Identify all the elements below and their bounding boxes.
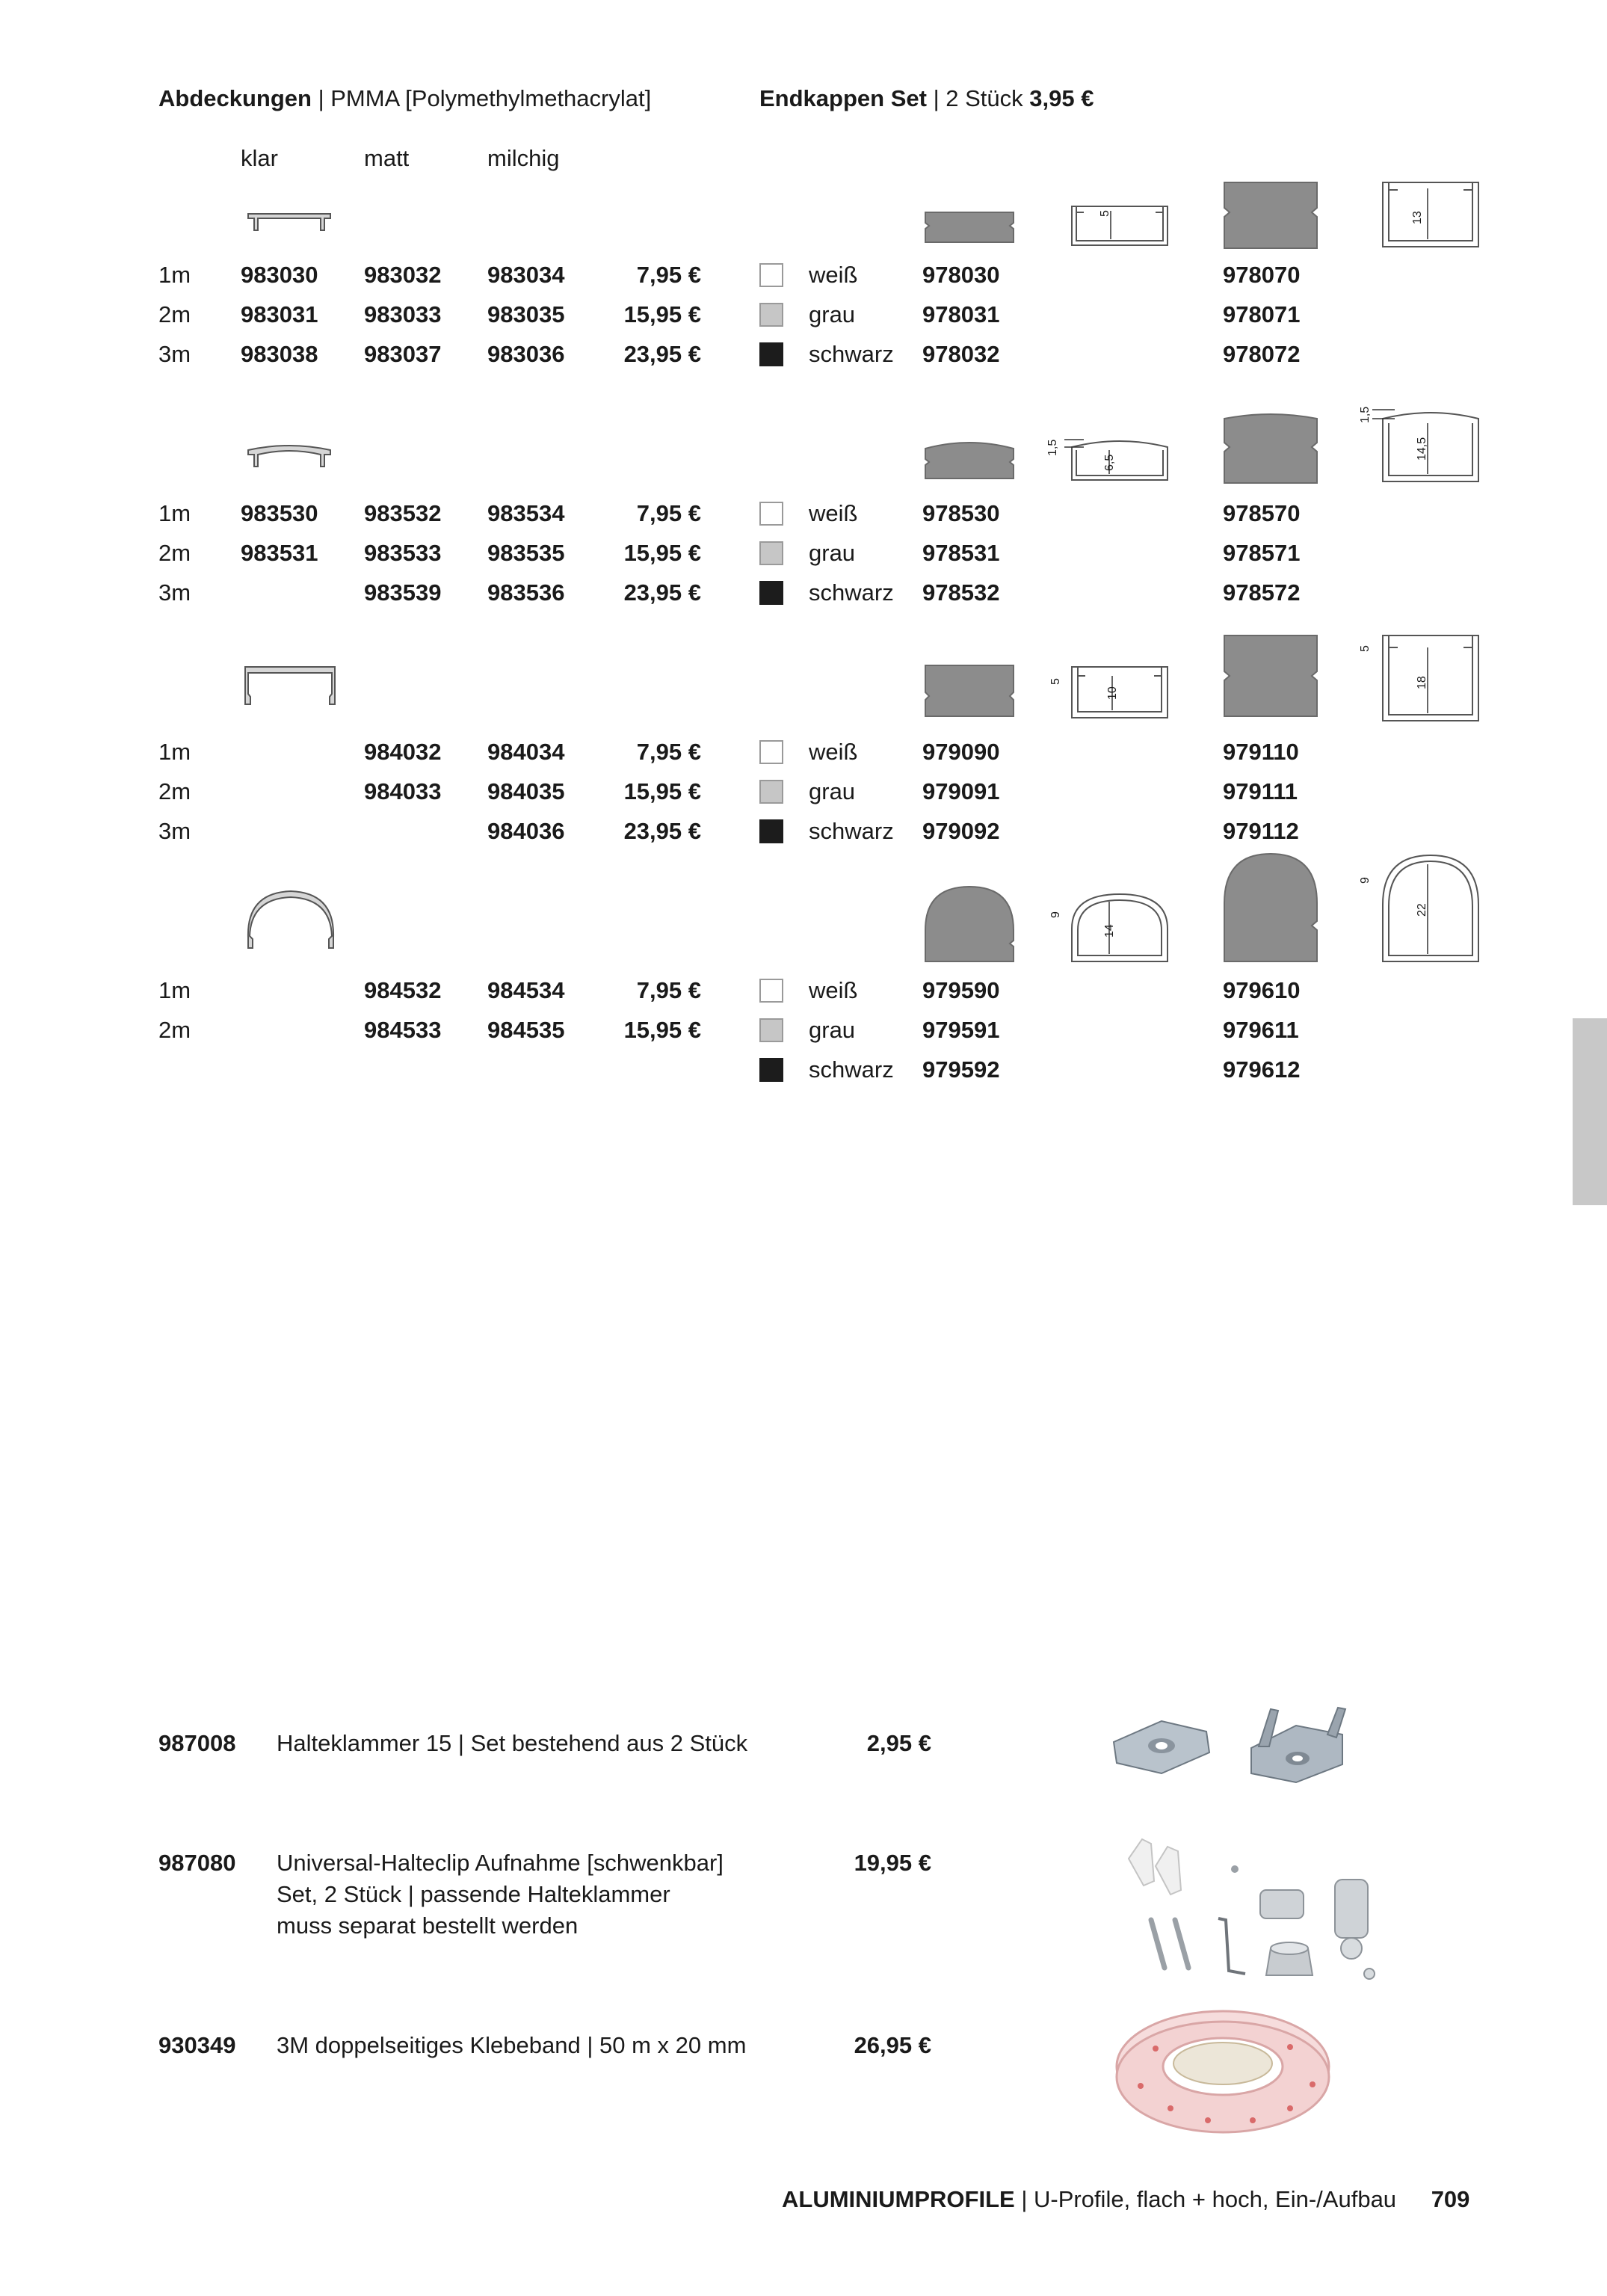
- cover-price: 7,95 €: [636, 739, 701, 765]
- endcap-color-label: weiß: [809, 500, 858, 526]
- cover-price: 15,95 €: [623, 1017, 701, 1043]
- profile-section-flat-small-drawing: [1069, 202, 1170, 248]
- row-length: 1m: [158, 977, 191, 1003]
- endcap-color-label: weiß: [809, 977, 858, 1003]
- dimension-label: 1,5: [1046, 439, 1059, 456]
- endcap-color-label: grau: [809, 301, 856, 327]
- column-header-milchig: milchig: [487, 145, 560, 171]
- row-length: 2m: [158, 540, 191, 566]
- article-number-milchig: 983035: [487, 301, 565, 327]
- color-swatch-black: [759, 819, 783, 843]
- accessory-article-number: 987008: [158, 1730, 236, 1756]
- endcap-curved-small-drawing: [922, 437, 1017, 481]
- endcap-article-number-a: 978532: [922, 579, 1000, 606]
- dimension-label: 1,5: [1359, 406, 1372, 423]
- endcap-article-number-b: 978071: [1223, 301, 1301, 327]
- endcap-article-number-a: 979590: [922, 977, 1000, 1003]
- color-swatch-grey: [759, 541, 783, 565]
- article-number-milchig: 984535: [487, 1017, 565, 1043]
- endcap-article-number-a: 979091: [922, 778, 1000, 804]
- article-number-matt: 983539: [364, 579, 442, 606]
- article-number-milchig: 983036: [487, 341, 565, 367]
- article-number-matt: 984532: [364, 977, 442, 1003]
- endcap-color-label: schwarz: [809, 1056, 894, 1083]
- row-length: 1m: [158, 739, 191, 765]
- row-length: 2m: [158, 301, 191, 327]
- endcap-article-number-a: 979090: [922, 739, 1000, 765]
- endcap-flat-large-drawing: [1221, 179, 1320, 251]
- cover-price: 7,95 €: [636, 977, 701, 1003]
- endcap-article-number-b: 978571: [1223, 540, 1301, 566]
- endcap-article-number-a: 978030: [922, 262, 1000, 288]
- cover-profile-round-drawing: [241, 885, 341, 952]
- endcaps-subtitle: | 2 Stück: [933, 85, 1023, 111]
- endcap-deep-small-drawing: [922, 662, 1017, 719]
- footer-subtitle: | U-Profile, flach + hoch, Ein-/Aufbau: [1021, 2186, 1397, 2212]
- endcap-color-label: grau: [809, 778, 856, 804]
- cover-price: 15,95 €: [623, 301, 701, 327]
- covers-subtitle: | PMMA [Polymethylmethacrylat]: [318, 85, 652, 111]
- swivel-clip-kit-image: [1121, 1836, 1398, 1986]
- adhesive-tape-roll-image: [1111, 2004, 1335, 2135]
- dimension-label: 9: [1359, 877, 1372, 884]
- color-swatch-white: [759, 979, 783, 1003]
- article-number-milchig: 983534: [487, 500, 565, 526]
- endcap-curved-large-drawing: [1221, 408, 1320, 486]
- article-number-klar: 983038: [241, 341, 318, 367]
- color-swatch-white: [759, 502, 783, 526]
- page-number: 709: [1431, 2186, 1470, 2212]
- column-header-matt: matt: [364, 145, 410, 171]
- dimension-label: 13: [1411, 211, 1424, 224]
- dimension-label: 14: [1103, 924, 1116, 938]
- endcaps-title: Endkappen Set: [759, 85, 927, 111]
- color-swatch-black: [759, 581, 783, 605]
- row-length: 3m: [158, 579, 191, 606]
- article-number-klar: 983531: [241, 540, 318, 566]
- endcap-article-number-a: 979591: [922, 1017, 1000, 1043]
- accessory-article-number: 987080: [158, 1850, 236, 1876]
- endcaps-price: 3,95 €: [1029, 85, 1094, 111]
- endcap-article-number-b: 978570: [1223, 500, 1301, 526]
- accessory-description-line: muss separat bestellt werden: [277, 1912, 579, 1939]
- row-length: 2m: [158, 1017, 191, 1043]
- cover-profile-flat-drawing: [245, 206, 333, 236]
- page-footer: [782, 2186, 1469, 2213]
- dimension-label: 18: [1416, 676, 1428, 689]
- dimension-label: 22: [1416, 903, 1428, 917]
- article-number-matt: 984033: [364, 778, 442, 804]
- row-length: 1m: [158, 262, 191, 288]
- accessory-article-number: 930349: [158, 2032, 236, 2058]
- endcap-article-number-b: 978572: [1223, 579, 1301, 606]
- article-number-matt: 984533: [364, 1017, 442, 1043]
- endcap-color-label: grau: [809, 1017, 856, 1043]
- cover-price: 7,95 €: [636, 262, 701, 288]
- dimension-label: 5: [1099, 210, 1111, 217]
- row-length: 1m: [158, 500, 191, 526]
- dimension-label: 10: [1106, 686, 1119, 700]
- article-number-klar: 983530: [241, 500, 318, 526]
- row-length: 3m: [158, 818, 191, 844]
- endcap-article-number-b: 979110: [1223, 739, 1299, 765]
- endcap-flat-small-drawing: [922, 209, 1017, 245]
- accessory-price: 26,95 €: [854, 2032, 931, 2058]
- endcap-article-number-b: 978072: [1223, 341, 1301, 367]
- article-number-milchig: 983536: [487, 579, 565, 606]
- article-number-milchig: 984534: [487, 977, 565, 1003]
- endcap-color-label: weiß: [809, 262, 858, 288]
- article-number-milchig: 984034: [487, 739, 565, 765]
- footer-section-title: ALUMINIUMPROFILE: [782, 2186, 1015, 2212]
- mounting-clip-image: [1109, 1705, 1353, 1788]
- covers-title: Abdeckungen: [158, 85, 312, 111]
- endcap-article-number-b: 979111: [1223, 778, 1298, 804]
- endcap-color-label: schwarz: [809, 579, 894, 606]
- article-number-matt: 983032: [364, 262, 442, 288]
- dimension-label: 9: [1049, 911, 1062, 918]
- endcap-color-label: schwarz: [809, 818, 894, 844]
- endcap-article-number-a: 979092: [922, 818, 1000, 844]
- covers-heading: [158, 85, 651, 112]
- dimension-label: 5: [1359, 645, 1372, 652]
- endcap-article-number-b: 979610: [1223, 977, 1301, 1003]
- endcap-round-large-drawing: [1221, 851, 1320, 964]
- endcaps-heading: [759, 85, 1094, 112]
- dimension-label: 14,5: [1416, 437, 1428, 461]
- article-number-matt: 983533: [364, 540, 442, 566]
- endcap-color-label: schwarz: [809, 341, 894, 367]
- accessory-description-line: 3M doppelseitiges Klebeband | 50 m x 20 mm: [277, 2032, 747, 2058]
- article-number-matt: 983532: [364, 500, 442, 526]
- accessory-price: 19,95 €: [854, 1850, 931, 1876]
- article-number-milchig: 983535: [487, 540, 565, 566]
- dimension-label: 6,5: [1103, 454, 1116, 471]
- endcap-article-number-a: 978531: [922, 540, 1000, 566]
- endcap-deep-large-drawing: [1221, 633, 1320, 719]
- cover-profile-deep-drawing: [242, 664, 338, 709]
- article-number-klar: 983030: [241, 262, 318, 288]
- article-number-matt: 983033: [364, 301, 442, 327]
- color-swatch-grey: [759, 1018, 783, 1042]
- endcap-article-number-a: 978032: [922, 341, 1000, 367]
- accessory-description-line: Halteklammer 15 | Set bestehend aus 2 Stück: [277, 1730, 748, 1756]
- endcap-article-number-a: 978530: [922, 500, 1000, 526]
- color-swatch-grey: [759, 303, 783, 327]
- endcap-article-number-b: 979612: [1223, 1056, 1301, 1083]
- article-number-matt: 984032: [364, 739, 442, 765]
- accessory-description-line: Set, 2 Stück | passende Halteklammer: [277, 1881, 670, 1907]
- dimension-label: 5: [1049, 678, 1062, 685]
- article-number-milchig: 984035: [487, 778, 565, 804]
- cover-price: 23,95 €: [623, 579, 701, 606]
- color-swatch-white: [759, 740, 783, 764]
- cover-profile-curved-drawing: [245, 440, 333, 473]
- cover-price: 23,95 €: [623, 818, 701, 844]
- article-number-matt: 983037: [364, 341, 442, 367]
- cover-price: 15,95 €: [623, 778, 701, 804]
- row-length: 2m: [158, 778, 191, 804]
- color-swatch-black: [759, 1058, 783, 1082]
- article-number-milchig: 984036: [487, 818, 565, 844]
- profile-section-flat-tall-drawing: [1380, 179, 1481, 250]
- color-swatch-grey: [759, 780, 783, 804]
- endcap-article-number-b: 979611: [1223, 1017, 1299, 1043]
- endcap-article-number-b: 979112: [1223, 818, 1299, 844]
- color-swatch-white: [759, 263, 783, 287]
- chapter-side-tab: [1573, 1018, 1607, 1205]
- row-length: 3m: [158, 341, 191, 367]
- cover-price: 23,95 €: [623, 341, 701, 367]
- accessory-description-line: Universal-Halteclip Aufnahme [schwenkbar]: [277, 1850, 724, 1876]
- article-number-milchig: 983034: [487, 262, 565, 288]
- endcap-round-small-drawing: [922, 884, 1017, 964]
- cover-price: 7,95 €: [636, 500, 701, 526]
- column-header-klar: klar: [241, 145, 278, 171]
- endcap-article-number-a: 979592: [922, 1056, 1000, 1083]
- color-swatch-black: [759, 342, 783, 366]
- accessory-price: 2,95 €: [866, 1730, 931, 1756]
- endcap-color-label: grau: [809, 540, 856, 566]
- endcap-article-number-a: 978031: [922, 301, 1000, 327]
- cover-price: 15,95 €: [623, 540, 701, 566]
- article-number-klar: 983031: [241, 301, 318, 327]
- endcap-color-label: weiß: [809, 739, 858, 765]
- endcap-article-number-b: 978070: [1223, 262, 1301, 288]
